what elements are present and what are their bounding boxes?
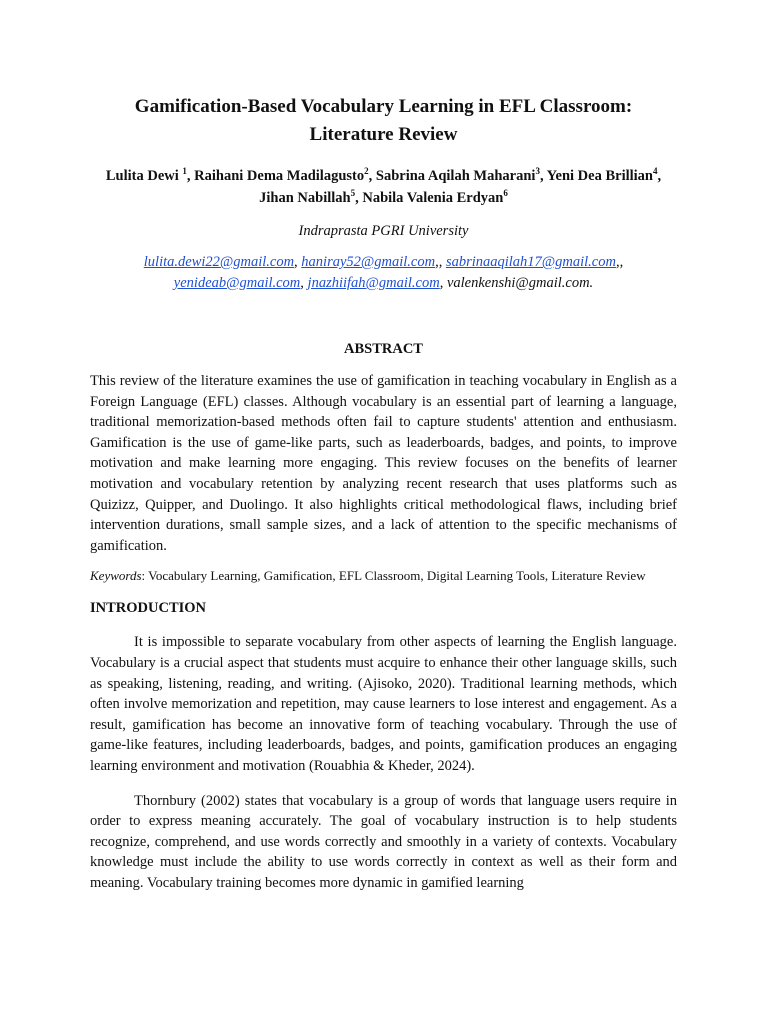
introduction-heading: INTRODUCTION — [90, 600, 207, 617]
paper-content — [90, 93, 677, 893]
title-line-1: Gamification-Based Vocabulary Learning in EFL Classroom: — [134, 96, 633, 117]
introduction-paragraph-2: Thornbury (2002) states that vocabulary is a group of words that language users require in order to express meaning accurately. The goal of vocabulary instruction is to help students recognize, comprehend, and use words correctly and smoothly in a variety of contexts. Vocabulary knowledge must include the ability to use words correctly in context as well as their form and meaning. Vocabulary training becomes more dynamic in gamified learning — [90, 792, 677, 891]
abstract-text: This review of the literature examines the use of gamification in teaching vocabulary in English as a Foreign Language (EFL) classes. Although vocabulary is an essential part of learning a language, traditional memorization-based methods often fail to capture students' attention and enthusiasm. Gamification is the use of game-like parts, such as leaderboards, badges, and points, to improve motivation and make learning more engaging. This review focuses on the benefits of learner motivation and vocabulary retention by analyzing recent research that uses platforms such as Quizizz, Quipper, and Duolingo. It also highlights critical methodological flaws, including brief intervention durations, small sample sizes, and a lack of attention to the specific mechanisms of gamification. — [90, 373, 677, 554]
author-3: Sabrina Aqilah Maharani$^3$, — [375, 166, 547, 184]
keywords-text: Vocabulary Learning, Gamification, EFL Classroom, Digital Learning Tools, Literature Review — [148, 568, 646, 584]
author-list — [90, 165, 677, 209]
email-link-1[interactable]: lulita.dewi22@gmail.com — [143, 254, 295, 270]
author-4: Yeni Dea Brillian$^4$, — [546, 166, 662, 184]
author-1: Lulita Dewi $^1$, — [105, 166, 195, 184]
email-list: lulita.dewi22@gmail.com, haniray52@gmail.com,, sabrinaaqilah17@gmail.com,, yenideab@gmail.com, jnazhiifah@gmail.com, valenkenshi@gmail.com. — [143, 254, 624, 291]
email-link-3[interactable]: sabrinaaqilah17@gmail.com — [445, 254, 616, 270]
email-link-4[interactable]: yenideab@gmail.com — [173, 275, 301, 291]
email-link-2[interactable]: haniray52@gmail.com — [301, 254, 436, 270]
email-text-6: valenkenshi@gmail.com. — [446, 275, 594, 291]
author-5: Jihan Nabillah$^5$, — [259, 188, 363, 206]
keywords: Keywords: Vocabulary Learning, Gamification, EFL Classroom, Digital Learning Tools, Literature Review — [90, 568, 646, 584]
keywords-label: Keywords — [90, 568, 142, 584]
title-line-2: Literature Review — [309, 124, 458, 145]
author-2: Raihani Dema Madilagusto$^2$, — [194, 166, 376, 184]
author-6: Nabila Valenia Erdyan$^6$ — [362, 188, 508, 206]
email-link-5[interactable]: jnazhiifah@gmail.com — [307, 275, 440, 291]
introduction-paragraph-1: It is impossible to separate vocabulary from other aspects of learning the English language. Vocabulary is a crucial aspect that students must acquire to enhance their other language skills, such as speaking, listening, reading, and writing. (Ajisoko, 2020). Traditional learning methods, which often involve memorization and repetition, may cause learners to lose interest and engagement. As a result, gamification has become an innovative form of teaching vocabulary. Through the use of game-like features, including leaderboards, badges, and points, gamification produces an engaging learning environment and motivation (Rouabhia & Kheder, 2024). — [90, 634, 677, 774]
paper-title — [90, 93, 677, 149]
affiliation: Indraprasta PGRI University — [298, 223, 469, 239]
abstract-heading: ABSTRACT — [344, 341, 423, 357]
